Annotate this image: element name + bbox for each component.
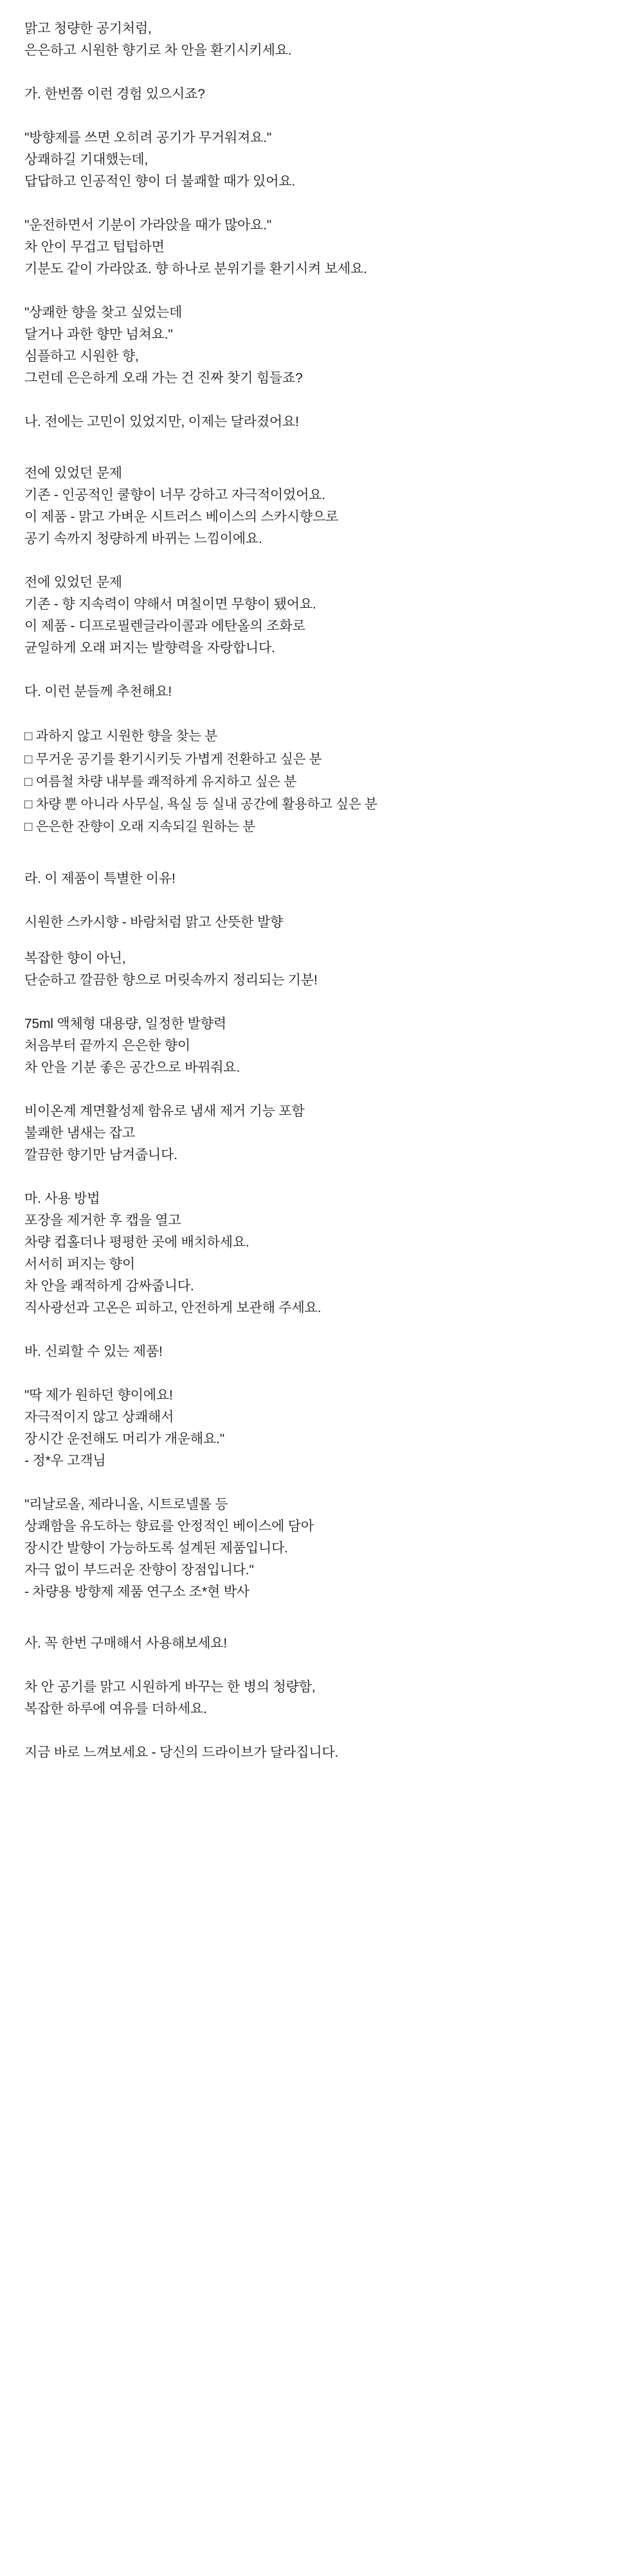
text-line: 직사광선과 고온은 피하고, 안전하게 보관해 주세요. xyxy=(24,1300,322,1315)
checklist-item: □ 은은한 잔향이 오래 지속되길 원하는 분 xyxy=(24,819,255,835)
text-line: 시원한 스카시향 - 바람처럼 맑고 산뜻한 발향 xyxy=(24,914,284,930)
text-line: 75ml 액체형 대용량, 일정한 발향력 xyxy=(24,1016,226,1031)
text-line: 다. 이런 분들께 추천해요! xyxy=(24,684,172,700)
text-line: 복잡한 하루에 여유를 더하세요. xyxy=(24,1701,207,1717)
text-line: 심플하고 시원한 향, xyxy=(24,349,139,364)
text-line: 서서히 퍼지는 향이 xyxy=(24,1256,135,1272)
text-line: 이 제품 - 맑고 가벼운 시트러스 베이스의 스카시향으로 xyxy=(24,510,339,525)
closing-paragraph xyxy=(24,1676,619,1720)
text-line: "방향제를 쓰면 오히려 공기가 무거워져요." xyxy=(24,130,272,146)
text-line: 맑고 청량한 공기처럼, xyxy=(24,21,152,36)
text-line: 전에 있었던 문제 xyxy=(24,466,122,481)
section-heading-ga xyxy=(24,84,619,105)
text-line: 차량 컵홀더나 평평한 곳에 배치하세요. xyxy=(24,1234,249,1250)
text-line: 지금 바로 느껴보세요 - 당신의 드라이브가 달라집니다. xyxy=(24,1745,339,1761)
text-line: 장시간 발향이 가능하도록 설계된 제품입니다. xyxy=(24,1540,288,1556)
text-line: 깔끔한 향기만 남겨줍니다. xyxy=(24,1147,177,1162)
text-line: 포장을 제거한 후 캡을 열고 xyxy=(24,1212,181,1228)
review-testimonial-2 xyxy=(24,1494,619,1603)
text-line: 은은하고 시원한 향기로 차 안을 환기시키세요. xyxy=(24,43,292,58)
customer-quote-3 xyxy=(24,302,619,389)
checklist-item: □ 여름철 차량 내부를 쾌적하게 유지하고 싶은 분 xyxy=(24,774,297,789)
text-line: 전에 있었던 문제 xyxy=(24,575,122,591)
text-line: 균일하게 오래 퍼지는 발향력을 자랑합니다. xyxy=(24,641,275,656)
text-line: 상쾌하길 기대했는데, xyxy=(24,152,149,168)
review-testimonial-1 xyxy=(24,1385,619,1472)
section-heading-ra xyxy=(24,868,619,890)
text-line: 처음부터 끝까지 은은한 향이 xyxy=(24,1038,190,1053)
text-line: "리날로올, 제라니올, 시트로넬롤 등 xyxy=(24,1497,228,1512)
text-line: 차 안을 기분 좋은 공간으로 바꿔줘요. xyxy=(24,1060,240,1075)
text-line: 사. 꼭 한번 구매해서 사용해보세요! xyxy=(24,1636,228,1651)
text-line: 라. 이 제품이 특별한 이유! xyxy=(24,871,176,886)
text-line: 불쾌한 냄새는 잡고 xyxy=(24,1125,135,1141)
review-author: - 차량용 방향제 제품 연구소 조*현 박사 xyxy=(24,1585,249,1599)
section-heading-na xyxy=(24,411,619,433)
review-author: - 정*우 고객님 xyxy=(24,1453,106,1468)
feature-block-4 xyxy=(24,1101,619,1166)
text-line: "운전하면서 기분이 가라앉을 때가 많아요." xyxy=(24,218,272,233)
text-line: 상쾌함을 유도하는 향료를 안정적인 베이스에 담아 xyxy=(24,1518,314,1534)
text-line: 기존 - 향 지속력이 약해서 며칠이면 무향이 됐어요. xyxy=(24,597,316,612)
checklist-item: □ 과하지 않고 시원한 향을 찾는 분 xyxy=(24,729,217,744)
text-line: 공기 속까지 청량하게 바뀌는 느낌이에요. xyxy=(24,531,262,547)
text-line: 기존 - 인공적인 쿨향이 너무 강하고 자극적이었어요. xyxy=(24,488,326,503)
text-line: 차 안 공기를 맑고 시원하게 바꾸는 한 병의 청량함, xyxy=(24,1680,316,1695)
text-line: 자극 없이 부드러운 잔향이 장점입니다." xyxy=(24,1562,254,1577)
section-heading-ba xyxy=(24,1341,619,1363)
comparison-block-2 xyxy=(24,572,619,659)
text-line: 차 안이 무겁고 텁텁하면 xyxy=(24,240,165,255)
checklist-item: □ 차량 뿐 아니라 사무실, 욕실 등 실내 공간에 활용하고 싶은 분 xyxy=(24,797,377,812)
comparison-block-1 xyxy=(24,463,619,550)
text-line: 단순하고 깔끔한 향으로 머릿속까지 정리되는 기분! xyxy=(24,972,318,988)
feature-block-1 xyxy=(24,912,619,934)
text-line: 마. 사용 방법 xyxy=(24,1191,100,1206)
section-usage-instructions xyxy=(24,1188,619,1319)
text-line: 비이온계 계면활성제 함유로 냄새 제거 기능 포함 xyxy=(24,1103,305,1119)
text-line: 장시간 운전해도 머리가 개운해요." xyxy=(24,1431,224,1446)
text-line: 바. 신뢰할 수 있는 제품! xyxy=(24,1344,163,1359)
text-line: "딱 제가 원하던 향이에요! xyxy=(24,1387,173,1403)
recommendation-checklist xyxy=(24,725,619,838)
checklist-item: □ 무거운 공기를 환기시키듯 가볍게 전환하고 싶은 분 xyxy=(24,751,322,767)
feature-block-3 xyxy=(24,1013,619,1079)
text-line: "상쾌한 향을 찾고 싶었는데 xyxy=(24,305,183,321)
customer-quote-2 xyxy=(24,215,619,280)
text-line: 기분도 같이 가라앉죠. 향 하나로 분위기를 환기시켜 보세요. xyxy=(24,262,367,277)
text-line: 자극적이지 않고 상쾌해서 xyxy=(24,1409,174,1425)
text-line: 달거나 과한 향만 넘쳐요." xyxy=(24,327,173,342)
section-heading-sa xyxy=(24,1633,619,1655)
text-line: 복잡한 향이 아닌, xyxy=(24,950,126,966)
text-line: 이 제품 - 디프로필렌글라이콜과 에탄올의 조화로 xyxy=(24,619,305,634)
section-heading-da xyxy=(24,681,619,703)
text-line: 그런데 은은하게 오래 가는 건 진짜 찾기 힘들죠? xyxy=(24,371,303,386)
intro-paragraph xyxy=(24,18,619,62)
feature-block-2 xyxy=(24,948,619,991)
text-line: 나. 전에는 고민이 있었지만, 이제는 달라졌어요! xyxy=(24,414,299,430)
customer-quote-1 xyxy=(24,127,619,193)
text-line: 답답하고 인공적인 향이 더 불쾌할 때가 있어요. xyxy=(24,174,296,190)
call-to-action-line xyxy=(24,1742,619,1764)
text-line: 차 안을 쾌적하게 감싸줍니다. xyxy=(24,1278,194,1293)
text-line: 가. 한번쯤 이런 경험 있으시죠? xyxy=(24,87,205,102)
